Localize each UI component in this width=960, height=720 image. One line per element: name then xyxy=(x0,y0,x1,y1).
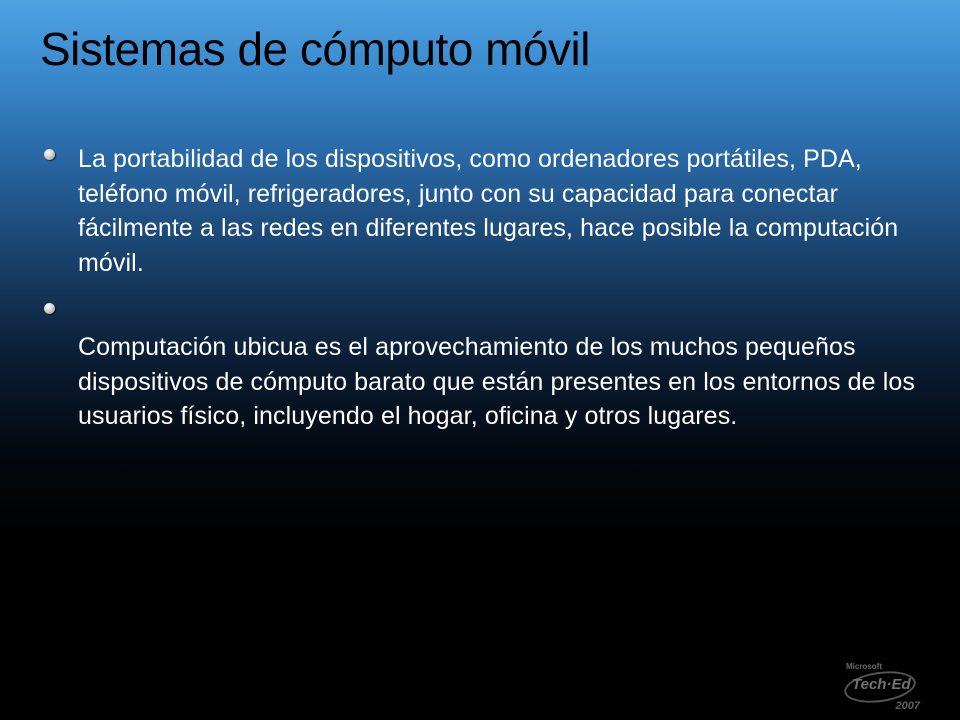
slide-title: Sistemas de cómputo móvil xyxy=(40,23,590,75)
bullet-icon xyxy=(44,149,55,160)
teched-logo xyxy=(838,662,924,714)
bullet-icon xyxy=(44,303,55,314)
logo-brand: Microsoft xyxy=(846,662,882,671)
logo-name: Tech·Ed xyxy=(852,676,911,693)
bullet-item xyxy=(44,296,924,434)
logo-year: 2007 xyxy=(895,700,920,712)
bullet-text: Computación ubicua es el aprovechamiento de los muchos pequeños dispositivos de cómputo barato que están presentes en los entornos de los usuarios físico, incluyendo el hogar, oficina y otros lugares. xyxy=(78,333,915,430)
bullet-list xyxy=(44,142,924,434)
bullet-item xyxy=(44,142,924,280)
bullet-text: La portabilidad de los dispositivos, como ordenadores portátiles, PDA, teléfono móvil, refrigeradores, junto con su capacidad para conectar fácilmente a las redes en diferentes lugares, hace posible la computación móvil. xyxy=(78,145,899,277)
